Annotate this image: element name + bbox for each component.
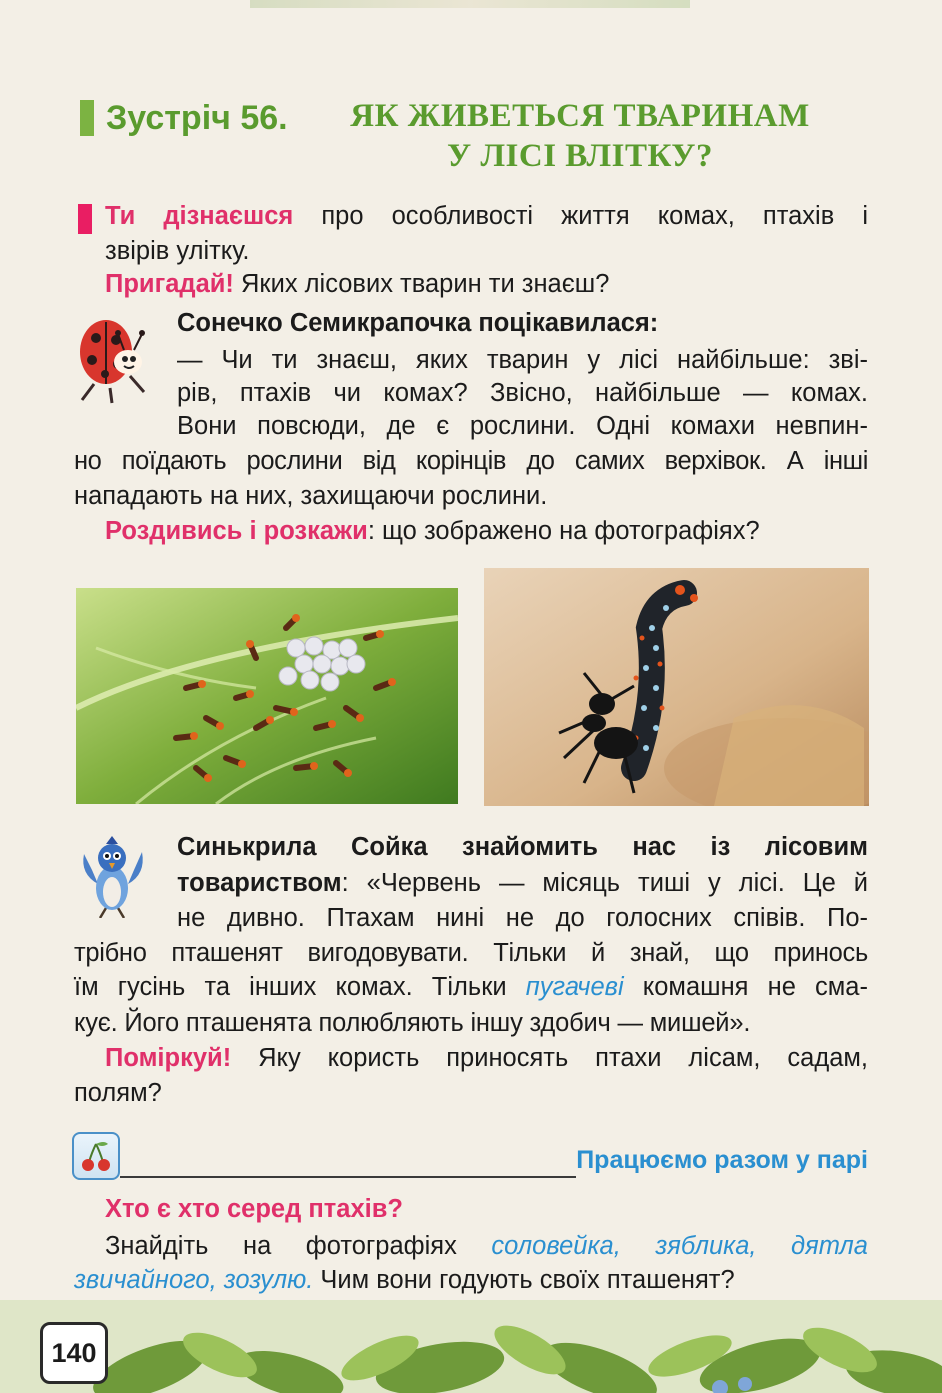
ladybug-icon [72,304,152,404]
jay-line-1: Синькрила Сойка знайомить нас із лісовим [177,833,868,861]
heading-line-1: ЯК ЖИВЕТЬСЯ ТВАРИНАМ [350,98,810,134]
meeting-number: Зустріч 56. [106,99,288,137]
jay-line-3: не дивно. Птахам нині не до голосних співів. По- [177,904,868,932]
jay-line-5-b: комашня не сма- [623,973,868,1001]
ladybug-line-4: но поїдають рослини від корінців до самих верхівок. А інші [74,447,868,475]
cherries-icon [74,1134,118,1178]
recall-text: Яких лісових тварин ти знаєш? [233,270,610,298]
title-marker [80,100,94,136]
pair-work-icon [72,1132,120,1180]
jay-line-2-rest: : «Червень — місяць тиші у лісі. Це й [341,869,868,897]
bird-names-1: соловейка, зяблика, дятла [491,1232,868,1260]
jay-line-5 [74,972,868,1003]
task-title: Хто є хто серед птахів? [105,1195,403,1223]
top-decoration [250,0,690,8]
think-line-1 [105,1043,868,1074]
task-line-1 [105,1231,868,1262]
think-text: Яку користь приносять птахи лісам, садам, [231,1044,868,1072]
photo-ant-and-caterpillar [484,568,869,806]
ladybug-line-3: Вони повсюди, де є рослини. Одні комахи невпин- [177,412,868,440]
look-text: : що зображено на фотографіях? [367,517,760,545]
pair-work-header [72,1132,868,1182]
ladybug-intro: Сонечко Семикрапочка поцікавилася: [177,309,659,337]
think-line-2: полям? [74,1079,162,1107]
jay-line-2 [177,868,868,899]
recall-label: Пригадай! [105,270,234,298]
think-label: Поміркуй! [105,1044,232,1072]
pair-work-label: Працюємо разом у парі [576,1146,868,1174]
jay-line-6: кує. Його пташенята полюбляють іншу здобич — мишей». [74,1009,751,1037]
jay-bold-word: товариством [177,869,342,897]
jay-line-5-a: їм гусінь та інших комах. Тільки [74,973,526,1001]
bird-names-2: звичайного, зозулю. [74,1266,314,1294]
look-line [105,516,760,547]
ladybug-line-1: — Чи ти знаєш, яких тварин у лісі найбільше: зві- [177,346,868,374]
ladybug-line-5: нападають на них, захищаючи рослини. [74,482,548,510]
jay-line-4: трібно пташенят вигодовувати. Тільки й знай, що принось [74,939,868,967]
learn-line-1 [105,201,868,232]
photo-caterpillars-on-leaf [76,588,458,804]
page-number: 140 [40,1322,108,1384]
look-label: Роздивись і розкажи [105,517,368,545]
footer-foliage [0,1300,942,1393]
learn-marker [78,204,92,234]
learn-label: Ти дізнаєшся [105,202,294,230]
pair-work-rule [120,1176,576,1178]
task-line-2-b: Чим вони годують своїх пташенят? [313,1266,735,1294]
task-line-2 [74,1265,735,1296]
eagle-owl-term: пугачеві [525,973,624,1001]
task-line-1-a: Знайдіть на фотографіях [105,1232,492,1260]
learn-line-2: звірів улітку. [105,237,250,265]
ladybug-line-2: рів, птахів чи комах? Звісно, найбільше — комах. [177,379,868,407]
learn-text: про особливості життя комах, птахів і [293,202,868,230]
recall-line [105,269,609,300]
lesson-heading [320,96,840,176]
jay-bird-icon [78,834,148,918]
heading-line-2: У ЛІСІ ВЛІТКУ? [446,138,713,174]
